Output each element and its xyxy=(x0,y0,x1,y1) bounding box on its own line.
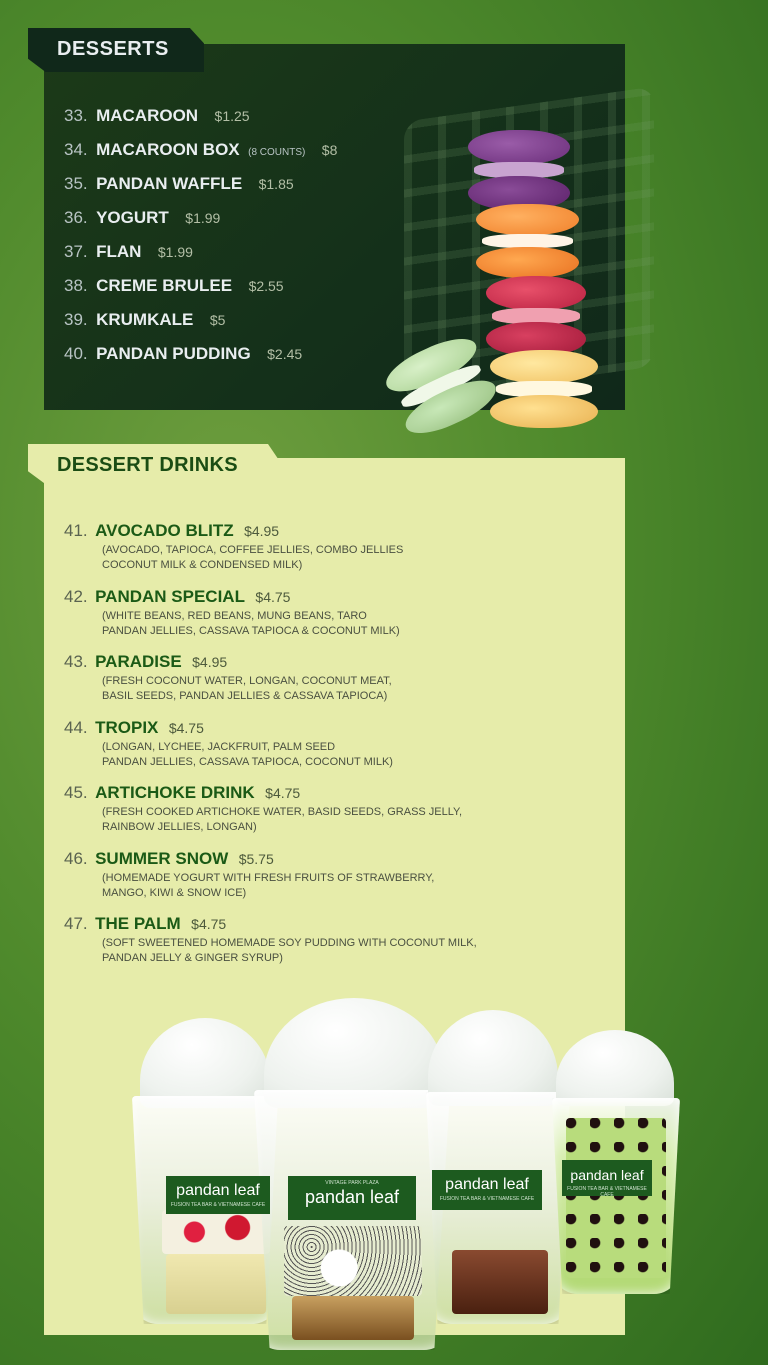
brand-location: VINTAGE PARK PLAZA xyxy=(325,1180,379,1186)
menu-item xyxy=(64,274,337,308)
item-number: 36. xyxy=(64,208,88,227)
item-description: (AVOCADO, TAPIOCA, COFFEE JELLIES, COMBO JELLIES COCONUT MILK & CONDENSED MILK) xyxy=(102,544,404,571)
item-price: $4.75 xyxy=(191,916,227,932)
macaron-orange xyxy=(476,204,579,278)
item-number: 46. xyxy=(64,848,88,868)
item-price: $4.75 xyxy=(255,588,291,605)
item-number: 35. xyxy=(64,174,88,193)
desserts-heading: DESSERTS xyxy=(57,38,169,60)
item-price: $2.55 xyxy=(248,278,284,294)
menu-item xyxy=(64,342,337,376)
cup-brand-label xyxy=(432,1170,542,1210)
cup-brand-label xyxy=(288,1176,416,1220)
menu-item xyxy=(64,586,477,652)
item-number: 39. xyxy=(64,310,88,329)
item-price: $5 xyxy=(209,312,226,328)
menu-item xyxy=(64,782,477,848)
tapioca-layer xyxy=(566,1118,666,1278)
item-name: THE PALM xyxy=(95,914,181,933)
red-bean-layer xyxy=(452,1250,548,1314)
brand-tagline: FUSION TEA BAR & VIETNAMESE CAFE xyxy=(170,1202,266,1208)
item-description: (FRESH COCONUT WATER, LONGAN, COCONUT MEAT, BASIL SEEDS, PANDAN JELLIES & CASSAVA TAPIOCA) xyxy=(102,675,392,702)
menu-item xyxy=(64,206,337,240)
item-name: MACAROON xyxy=(96,106,199,125)
item-description: (WHITE BEANS, RED BEANS, MUNG BEANS, TARO PANDAN JELLIES, CASSAVA TAPIOCA & COCONUT MILK) xyxy=(102,609,400,637)
item-name: FLAN xyxy=(96,242,142,261)
item-name: MACAROON BOX xyxy=(96,140,240,159)
dessert-drinks-list xyxy=(64,520,477,979)
dessert-drinks-heading: DESSERT DRINKS xyxy=(57,454,238,476)
item-name: PANDAN PUDDING xyxy=(96,344,251,363)
item-number: 34. xyxy=(64,140,88,159)
item-price: $4.75 xyxy=(168,719,204,736)
brand-tagline: FUSION TEA BAR & VIETNAMESE CAFE xyxy=(567,1186,647,1198)
item-price: $1.25 xyxy=(214,108,250,124)
item-price: $8 xyxy=(321,142,338,158)
item-description: (HOMEMADE YOGURT WITH FRESH FRUITS OF STRAWBERRY, MANGO, KIWI & SNOW ICE) xyxy=(102,871,435,899)
item-number: 47. xyxy=(64,914,88,933)
item-name: PANDAN WAFFLE xyxy=(96,174,243,193)
item-price: $4.95 xyxy=(244,523,280,539)
menu-item xyxy=(64,717,477,783)
menu-item xyxy=(64,308,337,342)
item-name: TROPIX xyxy=(95,717,159,737)
item-name: AVOCADO BLITZ xyxy=(95,521,234,540)
brand-name: pandan leaf xyxy=(445,1176,529,1193)
menu-item xyxy=(64,651,477,717)
fruit-layer xyxy=(166,1254,266,1314)
item-name: SUMMER SNOW xyxy=(95,848,229,868)
item-note: (8 COUNTS) xyxy=(248,147,306,158)
menu-item xyxy=(64,913,477,979)
menu-item xyxy=(64,104,337,138)
item-number: 37. xyxy=(64,242,88,261)
item-number: 41. xyxy=(64,521,88,540)
brand-name: pandan leaf xyxy=(570,1167,644,1183)
item-price: $5.75 xyxy=(238,850,274,867)
basil-seed-layer xyxy=(284,1226,422,1296)
menu-item xyxy=(64,848,477,914)
brand-name: pandan leaf xyxy=(176,1182,260,1199)
item-number: 45. xyxy=(64,783,88,802)
item-price: $1.85 xyxy=(258,176,294,192)
menu-item xyxy=(64,520,477,586)
brand-tagline: FUSION TEA BAR & VIETNAMESE CAFE xyxy=(439,1196,535,1202)
item-price: $4.95 xyxy=(192,654,228,670)
item-description: (SOFT SWEETENED HOMEMADE SOY PUDDING WITH COCONUT MILK, PANDAN JELLY & GINGER SYRUP) xyxy=(102,937,477,964)
item-name: KRUMKALE xyxy=(96,310,194,329)
cup-brand-label xyxy=(166,1176,270,1214)
item-number: 44. xyxy=(64,717,88,737)
item-price: $1.99 xyxy=(157,244,193,260)
syrup-layer xyxy=(292,1296,414,1340)
item-description: (LONGAN, LYCHEE, JACKFRUIT, PALM SEED PANDAN JELLIES, CASSAVA TAPIOCA, COCONUT MILK) xyxy=(102,740,393,768)
item-number: 40. xyxy=(64,344,88,363)
item-price: $2.45 xyxy=(267,346,303,362)
menu-item xyxy=(64,240,337,274)
item-number: 42. xyxy=(64,586,88,606)
strawberry-layer xyxy=(162,1210,270,1254)
menu-item xyxy=(64,138,337,172)
macaron-yellow xyxy=(490,350,598,428)
item-number: 43. xyxy=(64,652,88,671)
item-number: 33. xyxy=(64,106,88,125)
item-price: $1.99 xyxy=(185,210,221,226)
macaron-red xyxy=(486,276,586,356)
item-name: PANDAN SPECIAL xyxy=(95,586,245,606)
item-name: ARTICHOKE DRINK xyxy=(95,783,255,802)
menu-item xyxy=(64,172,337,206)
item-price: $4.75 xyxy=(265,785,301,801)
item-name: YOGURT xyxy=(96,208,169,227)
macaron-purple xyxy=(468,130,570,210)
cup-brand-label xyxy=(562,1160,652,1196)
brand-name: pandan leaf xyxy=(304,1187,400,1207)
item-name: PARADISE xyxy=(95,652,182,671)
dessert-menu-list xyxy=(64,104,337,376)
item-name: CREME BRULEE xyxy=(96,276,233,295)
item-number: 38. xyxy=(64,276,88,295)
item-description: (FRESH COOKED ARTICHOKE WATER, BASID SEEDS, GRASS JELLY, RAINBOW JELLIES, LONGAN) xyxy=(102,806,463,833)
